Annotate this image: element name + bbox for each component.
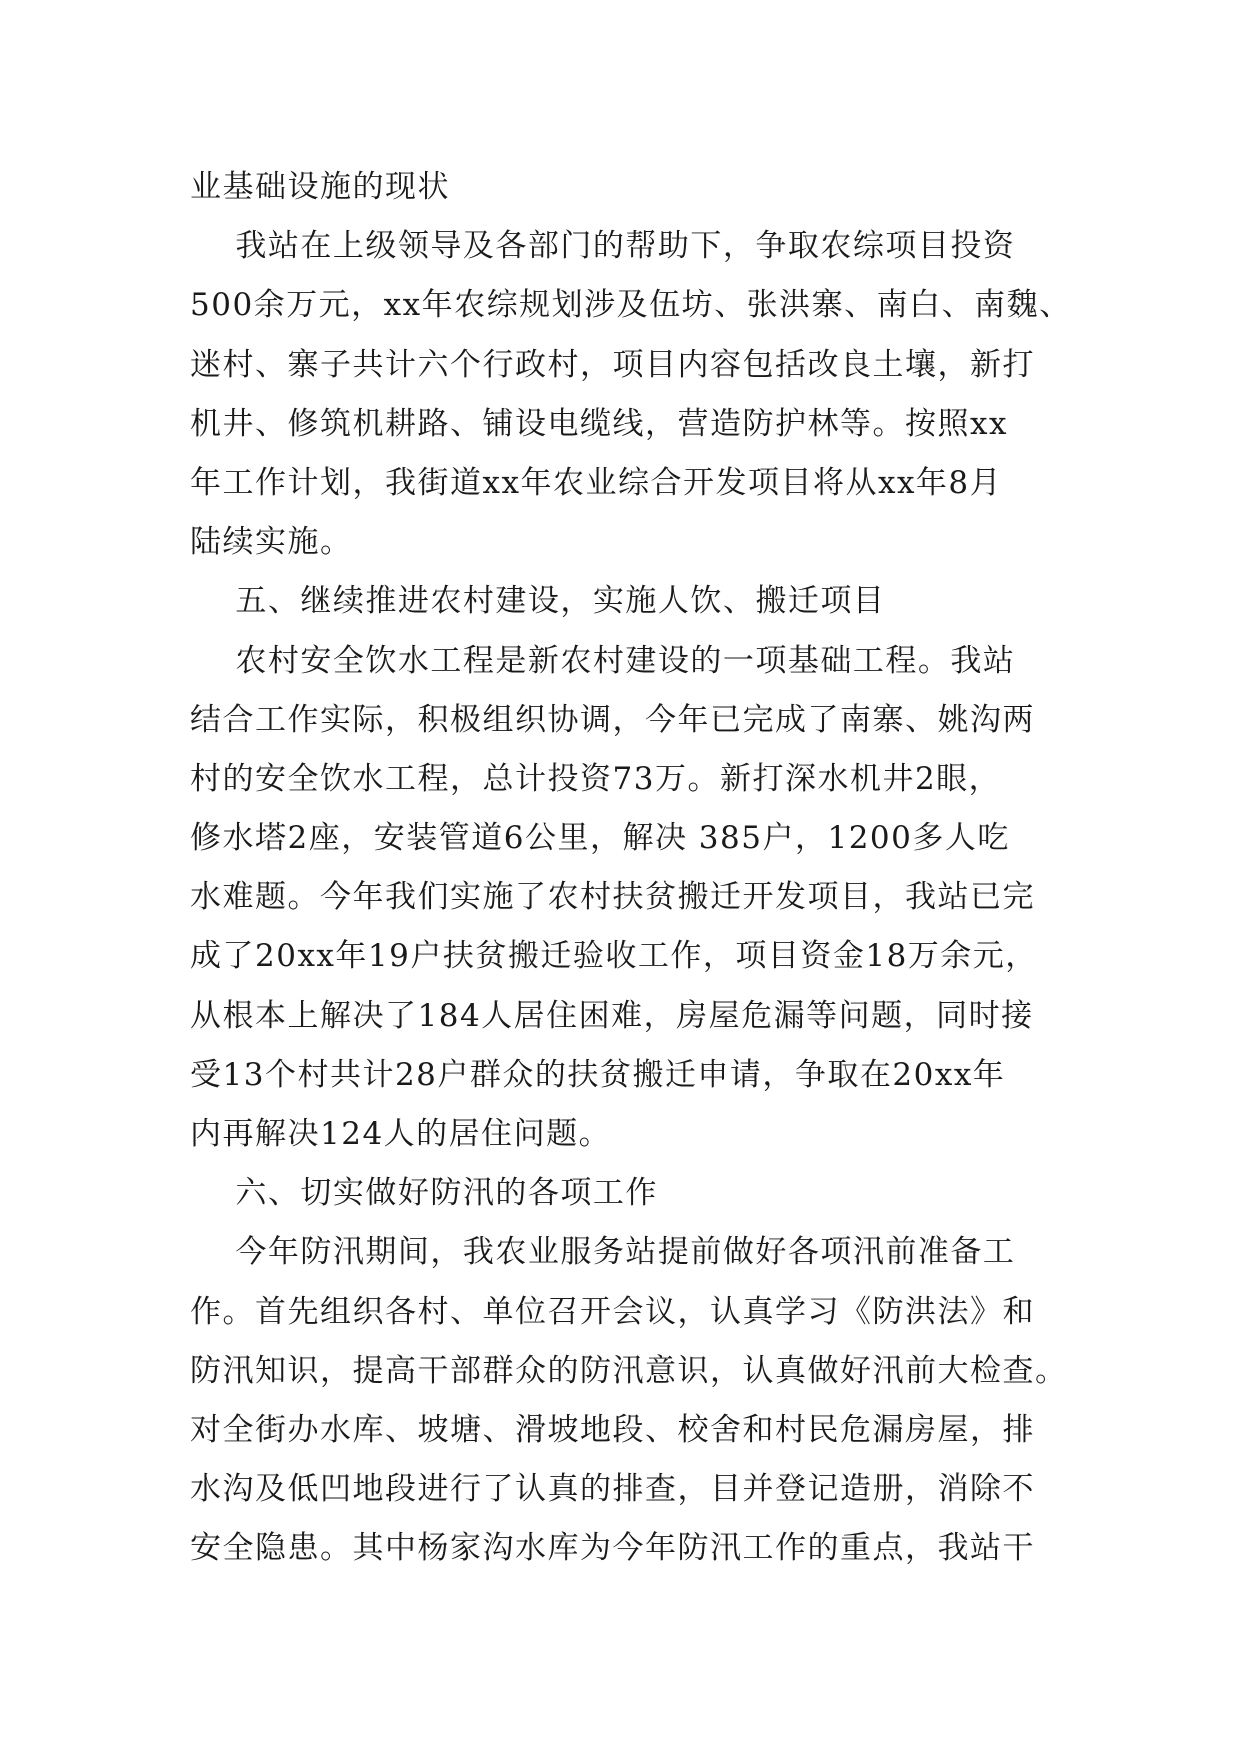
text-line: 内再解决124人的居住问题。: [190, 1116, 612, 1152]
text-line: 水沟及低凹地段进行了认真的排查，目并登记造册，消除不: [190, 1471, 1035, 1508]
text-line: 500余万元，xx年农综规划涉及伍坊、张洪寨、南白、南魏、: [190, 287, 1072, 324]
text-line: 成了20xx年19户扶贫搬迁验收工作，项目资金18万余元，: [190, 938, 1038, 975]
text-line: 修水塔2座，安装管道6公里，解决 385户，1200多人吃: [190, 820, 1010, 857]
text-line: 迷村、寨子共计六个行政村，项目内容包括改良土壤，新打: [190, 346, 1035, 383]
text-line: 防汛知识，提高干部群众的防汛意识，认真做好汛前大检查。: [190, 1352, 1068, 1389]
document-body: [190, 158, 1072, 1579]
text-line: 作。首先组织各村、单位召开会议，认真学习《防洪法》和: [190, 1293, 1035, 1330]
text-line: 安全隐患。其中杨家沟水库为今年防汛工作的重点，我站干: [190, 1530, 1035, 1567]
text-line: 陆续实施。: [190, 524, 353, 561]
text-line: 从根本上解决了184人居住困难，房屋危漏等问题，同时接: [190, 997, 1034, 1034]
text-line: 结合工作实际，积极组织协调，今年已完成了南寨、姚沟两: [190, 701, 1035, 738]
text-line: 对全街办水库、坡塘、滑坡地段、校舍和村民危漏房屋，排: [190, 1411, 1035, 1448]
text-line: 农村安全饮水工程是新农村建设的一项基础工程。我站: [190, 642, 1016, 679]
text-line: 机井、修筑机耕路、铺设电缆线，营造防护林等。按照xx: [190, 405, 1008, 442]
text-line: 业基础设施的现状: [190, 169, 450, 205]
text-line: 受13个村共计28户群众的扶贫搬迁申请，争取在20xx年: [190, 1056, 1006, 1093]
text-line: 我站在上级领导及各部门的帮助下，争取农综项目投资: [190, 228, 1016, 265]
text-line: 年工作计划，我街道xx年农业综合开发项目将从xx年8月: [190, 464, 1003, 501]
text-line: 水难题。今年我们实施了农村扶贫搬迁开发项目，我站已完: [190, 879, 1035, 916]
section-heading: 五、继续推进农村建设，实施人饮、搬迁项目: [190, 583, 886, 620]
text-line: 村的安全饮水工程，总计投资73万。新打深水机井2眼，: [190, 760, 1002, 797]
section-heading: 六、切实做好防汛的各项工作: [190, 1175, 658, 1212]
text-line: 今年防汛期间，我农业服务站提前做好各项汛前准备工: [190, 1234, 1016, 1271]
